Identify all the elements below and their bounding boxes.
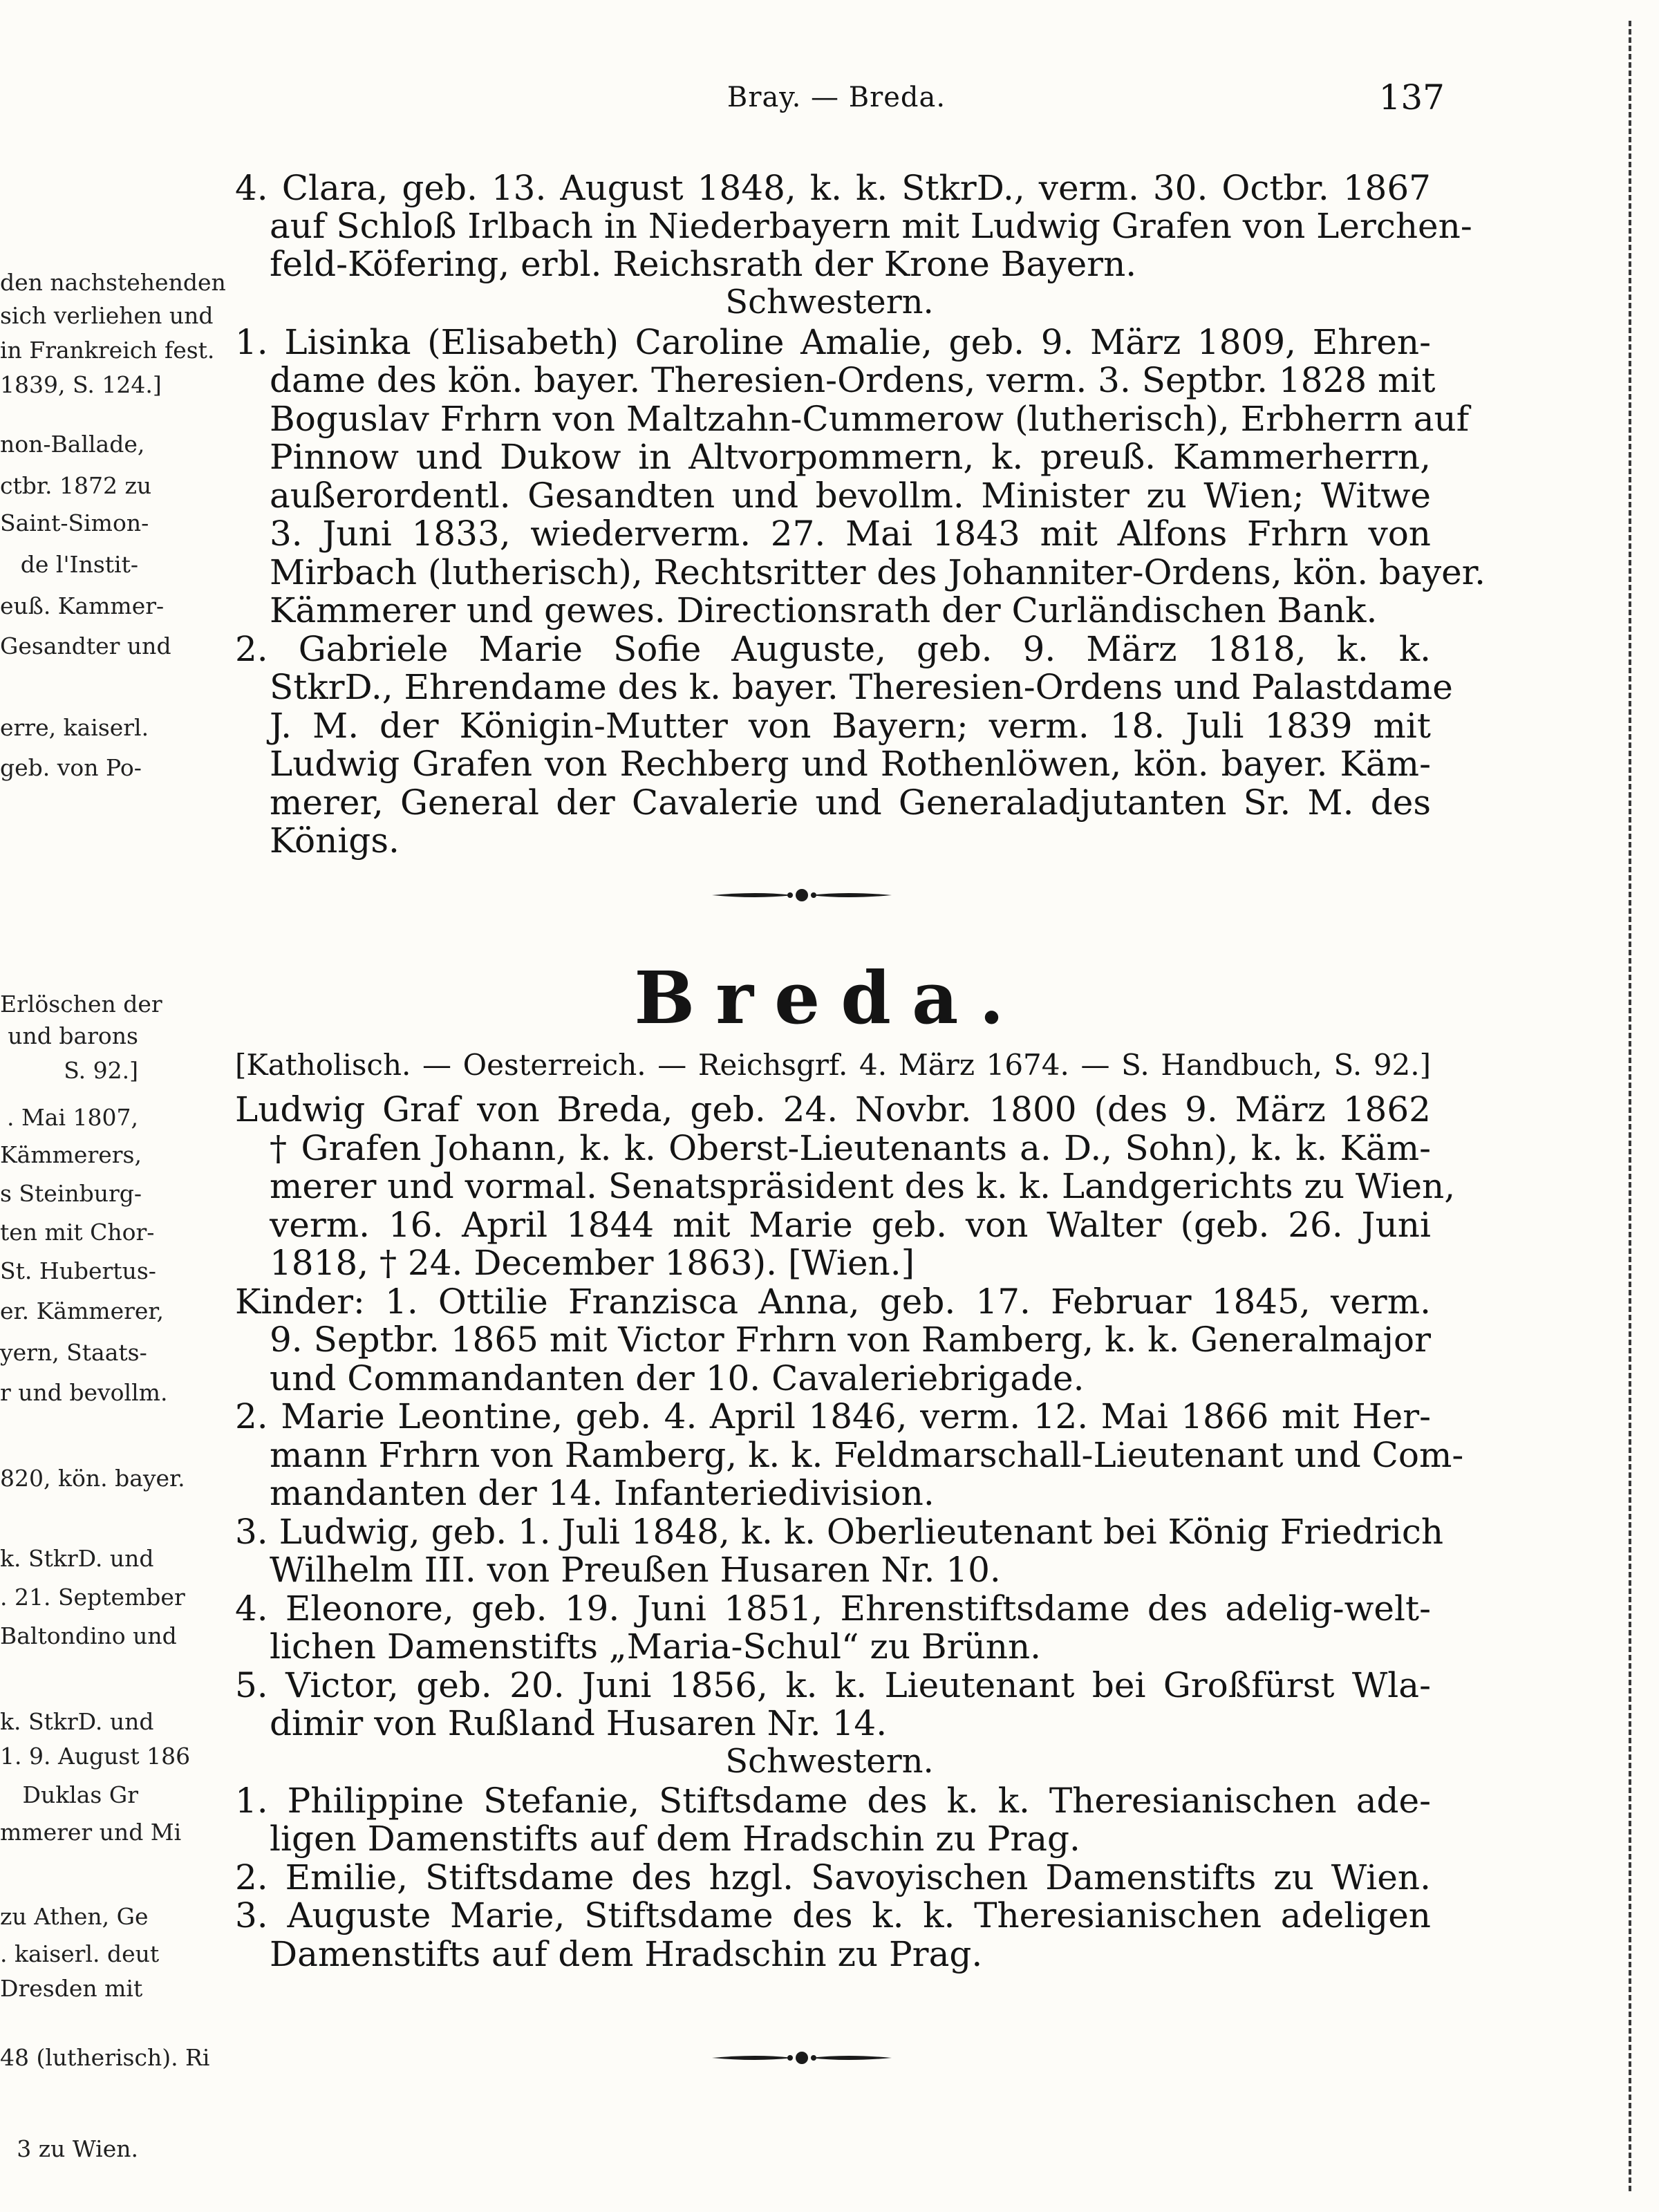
margin-fragment: er. Kämmerer,: [0, 1297, 165, 1324]
ornament-divider: [712, 2047, 892, 2068]
margin-fragment: geb. von Po-: [0, 754, 142, 781]
margin-fragment: S. 92.]: [64, 1057, 138, 1084]
text-line: 9. Septbr. 1865 mit Victor Frhrn von Ramberg, k. k. Generalmajor: [270, 1320, 1431, 1360]
margin-fragment: Baltondino und: [0, 1622, 177, 1649]
page-edge: [1629, 21, 1631, 2191]
text-line: 1818, † 24. December 1863). [Wien.]: [270, 1243, 915, 1283]
margin-fragment: 48 (lutherisch). Ri: [0, 2044, 210, 2071]
margin-fragment: . Mai 1807,: [7, 1104, 138, 1131]
text-line: Boguslav Frhrn von Maltzahn-Cummerow (lutherisch), Erbherrn auf: [270, 399, 1470, 439]
section-heading: Schwestern.: [725, 1742, 934, 1781]
text-line: dame des kön. bayer. Theresien-Ordens, verm. 3. Septbr. 1828 mit: [270, 360, 1436, 400]
margin-fragment: . 21. September: [0, 1584, 185, 1611]
text-line: 1. Lisinka (Elisabeth) Caroline Amalie, geb. 9. März 1809, Ehren-: [235, 322, 1431, 362]
text-line: Wilhelm III. von Preußen Husaren Nr. 10.: [270, 1550, 1001, 1590]
text-line: † Grafen Johann, k. k. Oberst-Lieutenants a. D., Sohn), k. k. Käm-: [270, 1128, 1431, 1168]
margin-fragment: euß. Kammer-: [0, 592, 165, 619]
margin-fragment: St. Hubertus-: [0, 1257, 156, 1284]
text-line: 3. Ludwig, geb. 1. Juli 1848, k. k. Oberlieutenant bei König Friedrich: [235, 1512, 1444, 1552]
text-line: 2. Marie Leontine, geb. 4. April 1846, verm. 12. Mai 1866 mit Her-: [235, 1396, 1431, 1436]
text-line: auf Schloß Irlbach in Niederbayern mit Ludwig Grafen von Lerchen-: [270, 206, 1472, 246]
text-line: 3. Auguste Marie, Stiftsdame des k. k. Theresianischen adeligen: [235, 1895, 1431, 1936]
text-line: außerordentl. Gesandten und bevollm. Minister zu Wien; Witwe: [270, 476, 1431, 516]
text-line: und Commandanten der 10. Cavaleriebrigade.: [270, 1358, 1085, 1398]
text-line: 3. Juni 1833, wiederverm. 27. Mai 1843 mit Alfons Frhrn von: [270, 514, 1431, 554]
text-line: Pinnow und Dukow in Altvorpommern, k. preuß. Kammerherrn,: [270, 437, 1431, 477]
margin-fragment: ctbr. 1872 zu: [0, 472, 152, 499]
text-line: 2. Gabriele Marie Sofie Auguste, geb. 9. März 1818, k. k.: [235, 629, 1431, 669]
text-line: 5. Victor, geb. 20. Juni 1856, k. k. Lieutenant bei Großfürst Wla-: [235, 1665, 1431, 1705]
margin-fragment: den nachstehenden: [0, 269, 226, 296]
margin-fragment: de l'Instit-: [20, 551, 138, 578]
text-line: dimir von Rußland Husaren Nr. 14.: [270, 1703, 888, 1743]
section-heading: Schwestern.: [725, 283, 934, 321]
family-title: Breda.: [634, 955, 1025, 1040]
margin-fragment: yern, Staats-: [0, 1339, 147, 1366]
text-line: 1. Philippine Stefanie, Stiftsdame des k. k. Theresianischen ade-: [235, 1781, 1431, 1821]
text-line: Damenstifts auf dem Hradschin zu Prag.: [270, 1934, 983, 1974]
text-line: lichen Damenstifts „Maria-Schul“ zu Brünn.: [270, 1627, 1042, 1667]
margin-fragment: und barons: [8, 1022, 138, 1049]
text-line: verm. 16. April 1844 mit Marie geb. von Walter (geb. 26. Juni: [270, 1205, 1431, 1245]
margin-fragment: Dresden mit: [0, 1975, 143, 2002]
margin-fragment: 1. 9. August 186: [0, 1743, 191, 1770]
text-line: Ludwig Graf von Breda, geb. 24. Novbr. 1800 (des 9. März 1862: [235, 1089, 1431, 1130]
margin-fragment: erre, kaiserl.: [0, 714, 149, 741]
text-line: Königs.: [270, 821, 400, 861]
running-title: Bray. — Breda.: [727, 82, 946, 113]
margin-fragment: mmerer und Mi: [0, 1819, 182, 1846]
text-line: mann Frhrn von Ramberg, k. k. Feldmarschall-Lieutenant und Com-: [270, 1435, 1464, 1475]
margin-fragment: 820, kön. bayer.: [0, 1465, 185, 1492]
margin-fragment: Erlöschen der: [0, 991, 162, 1018]
margin-fragment: in Frankreich fest.: [0, 337, 215, 364]
text-line: 4. Eleonore, geb. 19. Juni 1851, Ehrenstiftsdame des adelig-welt-: [235, 1588, 1431, 1629]
margin-fragment: s Steinburg-: [0, 1180, 142, 1207]
facing-page-fragments: [0, 0, 226, 2212]
text-line: feld-Köfering, erbl. Reichsrath der Krone Bayern.: [270, 244, 1137, 284]
margin-fragment: k. StkrD. und: [0, 1545, 154, 1572]
margin-fragment: Duklas Gr: [22, 1781, 138, 1808]
margin-fragment: Gesandter und: [0, 632, 171, 659]
margin-fragment: Saint-Simon-: [0, 509, 149, 536]
text-line: StkrD., Ehrendame des k. bayer. Theresien-Ordens und Palastdame: [270, 667, 1453, 707]
ornament-divider: [712, 885, 892, 906]
text-line: Kämmerer und gewes. Directionsrath der Curländischen Bank.: [270, 590, 1378, 630]
margin-fragment: k. StkrD. und: [0, 1708, 154, 1735]
margin-fragment: zu Athen, Ge: [0, 1903, 149, 1930]
margin-fragment: non-Ballade,: [0, 431, 145, 458]
family-info: [Katholisch. — Oesterreich. — Reichsgrf. 4. März 1674. — S. Handbuch, S. 92.]: [235, 1048, 1431, 1082]
text-line: 4. Clara, geb. 13. August 1848, k. k. StkrD., verm. 30. Octbr. 1867: [235, 168, 1431, 208]
text-line: ligen Damenstifts auf dem Hradschin zu Prag.: [270, 1819, 1080, 1859]
margin-fragment: ten mit Chor-: [0, 1219, 155, 1246]
margin-fragment: r und bevollm.: [0, 1379, 168, 1406]
text-line: Kinder: 1. Ottilie Franzisca Anna, geb. 17. Februar 1845, verm.: [235, 1282, 1431, 1322]
margin-fragment: Kämmerers,: [0, 1141, 142, 1168]
text-line: J. M. der Königin-Mutter von Bayern; verm. 18. Juli 1839 mit: [270, 706, 1431, 746]
margin-fragment: 3 zu Wien.: [17, 2135, 138, 2162]
text-line: Ludwig Grafen von Rechberg und Rothenlöwen, kön. bayer. Käm-: [270, 744, 1431, 784]
text-line: merer und vormal. Senatspräsident des k. k. Landgerichts zu Wien,: [270, 1166, 1456, 1206]
text-line: 2. Emilie, Stiftsdame des hzgl. Savoyischen Damenstifts zu Wien.: [235, 1857, 1431, 1897]
text-line: mandanten der 14. Infanteriedivision.: [270, 1473, 935, 1513]
page-number: 137: [1378, 77, 1445, 118]
text-line: merer, General der Cavalerie und Generaladjutanten Sr. M. des: [270, 782, 1431, 823]
margin-fragment: sich verliehen und: [0, 302, 214, 329]
text-line: Mirbach (lutherisch), Rechtsritter des Johanniter-Ordens, kön. bayer.: [270, 552, 1485, 592]
margin-fragment: . kaiserl. deut: [0, 1940, 160, 1967]
margin-fragment: 1839, S. 124.]: [0, 371, 162, 398]
